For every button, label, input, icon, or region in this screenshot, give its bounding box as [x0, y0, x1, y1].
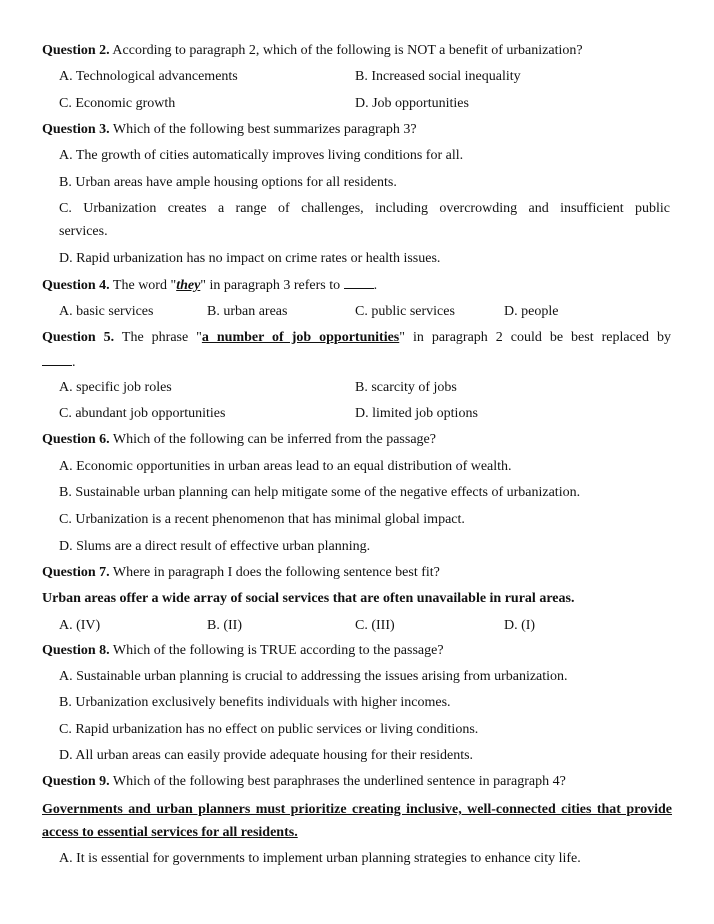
option-a[interactable]: A. Economic opportunities in urban areas lead to an equal distribution of wealth.	[59, 459, 512, 474]
question-3-label: Question 3.	[42, 122, 110, 137]
option-a[interactable]: A. specific job roles	[59, 380, 172, 395]
option-a[interactable]: A. The growth of cities automatically improves living conditions for all.	[59, 148, 464, 163]
option-b[interactable]: B. scarcity of jobs	[355, 380, 457, 395]
option-b[interactable]: B. (II)	[207, 618, 242, 633]
question-6-stem	[42, 431, 436, 449]
option-c[interactable]: C. (III)	[355, 618, 395, 633]
option-a[interactable]: A. basic services	[59, 304, 154, 319]
option-c[interactable]: C. Urbanization creates a range of challenges, including overcrowding and insufficient public	[59, 201, 670, 216]
option-c[interactable]: C. abundant job opportunities	[59, 406, 226, 421]
option-d[interactable]: D. limited job options	[355, 406, 478, 421]
question-5-line2-end: .	[72, 355, 76, 370]
question-5-stem	[42, 329, 671, 347]
question-7-text: Where in paragraph I does the following sentence best fit?	[109, 565, 440, 580]
option-d[interactable]: D. All urban areas can easily provide adequate housing for their residents.	[59, 748, 474, 763]
question-5-stem-continued	[42, 353, 76, 372]
question-9-label: Question 9.	[42, 774, 110, 789]
question-4-text-end: .	[373, 278, 378, 293]
question-2-stem	[42, 42, 583, 60]
question-8-text: Which of the following is TRUE according to the passage?	[109, 643, 444, 658]
option-b[interactable]: B. Sustainable urban planning can help mitigate some of the negative effects of urbanization.	[59, 485, 581, 500]
question-6-text: Which of the following can be inferred from the passage?	[109, 432, 436, 447]
option-d[interactable]: D. Rapid urbanization has no impact on crime rates or health issues.	[59, 251, 441, 266]
question-5-text-before: The phrase "	[114, 330, 202, 345]
question-8-label: Question 8.	[42, 643, 110, 658]
question-7-label: Question 7.	[42, 565, 110, 580]
option-d[interactable]: D. Job opportunities	[355, 96, 469, 111]
option-b[interactable]: B. Urbanization exclusively benefits individuals with higher incomes.	[59, 695, 451, 710]
option-b[interactable]: B. Urban areas have ample housing options for all residents.	[59, 175, 397, 190]
question-4-stem	[42, 276, 377, 295]
question-5-target-phrase: a number of job opportunities	[201, 330, 400, 345]
question-7-stem	[42, 564, 440, 582]
option-c[interactable]: C. Urbanization is a recent phenomenon that has minimal global impact.	[59, 512, 465, 527]
option-b[interactable]: B. Increased social inequality	[355, 69, 521, 84]
option-d[interactable]: D. people	[504, 304, 559, 319]
option-a[interactable]: A. Sustainable urban planning is crucial to addressing the issues arising from urbanization.	[59, 669, 568, 684]
question-4-text-before: The word "	[109, 278, 177, 293]
option-c[interactable]: C. public services	[355, 304, 455, 319]
question-5-text-after: " in paragraph 2 could be best replaced by	[399, 330, 671, 345]
option-c[interactable]: C. Rapid urbanization has no effect on public services or living conditions.	[59, 722, 479, 737]
option-a[interactable]: A. Technological advancements	[59, 69, 238, 84]
question-3-text: Which of the following best summarizes paragraph 3?	[109, 122, 417, 137]
question-5-label: Question 5.	[42, 330, 115, 345]
answer-blank	[344, 276, 374, 289]
question-6-label: Question 6.	[42, 432, 110, 447]
answer-blank	[42, 353, 72, 366]
question-4-target-word: they	[176, 278, 201, 293]
question-3-stem	[42, 121, 417, 139]
option-b[interactable]: B. urban areas	[207, 304, 288, 319]
option-a[interactable]: A. It is essential for governments to implement urban planning strategies to enhance city life.	[59, 851, 581, 866]
question-9-text: Which of the following best paraphrases the underlined sentence in paragraph 4?	[109, 774, 566, 789]
question-2-label: Question 2.	[42, 43, 110, 58]
option-c[interactable]: C. Economic growth	[59, 96, 176, 111]
question-8-stem	[42, 642, 444, 660]
option-a[interactable]: A. (IV)	[59, 618, 101, 633]
option-c-continued[interactable]: services.	[59, 224, 108, 239]
question-9-underlined-sentence: Governments and urban planners must prioritize creating inclusive, well-connected cities that provide access to essential services for all residents.	[42, 802, 672, 840]
option-d[interactable]: D. Slums are a direct result of effective urban planning.	[59, 539, 371, 554]
question-9-stem	[42, 773, 566, 791]
question-4-label: Question 4.	[42, 278, 110, 293]
question-4-text-after: " in paragraph 3 refers to	[200, 278, 344, 293]
option-d[interactable]: D. (I)	[504, 618, 536, 633]
question-7-sentence: Urban areas offer a wide array of social services that are often unavailable in rural areas.	[42, 591, 575, 606]
question-2-text: According to paragraph 2, which of the following is NOT a benefit of urbanization?	[109, 43, 583, 58]
